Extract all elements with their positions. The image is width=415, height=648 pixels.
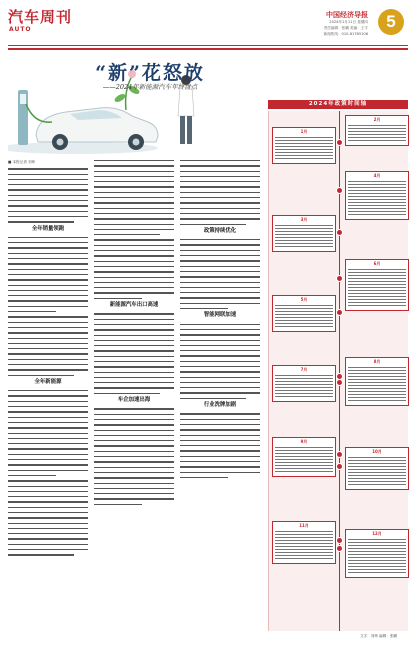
- article-column-2: [94, 160, 174, 509]
- timeline-entry: [345, 259, 409, 311]
- timeline-entry: [272, 437, 336, 477]
- timeline-dot: [336, 373, 343, 380]
- issue-date: 2024年1月11日 星期四: [329, 20, 368, 24]
- timeline-dot: [336, 463, 343, 470]
- news-hotline: 新闻热线：010-81785106: [323, 32, 368, 36]
- article-byline: ■ 本报记者 刘炜: [8, 160, 36, 164]
- timeline-entry: [272, 295, 336, 332]
- article-subheading: 车企加速出海: [117, 397, 151, 404]
- timeline-entry: [345, 357, 409, 406]
- timeline-entry-month: 8月: [373, 359, 381, 364]
- section-title: 汽车周刊: [8, 8, 73, 26]
- page-number-badge: 5: [378, 9, 404, 35]
- lead-subhead: ——2024年新能源汽车年终盘点: [102, 83, 198, 91]
- section-english-label: AUTO: [9, 26, 32, 33]
- timeline-dot: [336, 229, 343, 236]
- timeline-entry: [345, 529, 409, 578]
- timeline-entry: [272, 127, 336, 164]
- timeline-dot: [336, 451, 343, 458]
- article-subheading: 全年新能源: [34, 378, 62, 385]
- timeline-entry-month: 5月: [300, 297, 308, 302]
- lead-headline: “新”花怒放: [95, 62, 205, 84]
- timeline-dot: [336, 545, 343, 552]
- article-subheading: 政策持续优化: [203, 227, 237, 234]
- timeline-banner: 2024年政策时间轴: [268, 100, 408, 109]
- timeline-entry-month: 10月: [372, 449, 382, 454]
- article-subheading: 新能源汽车出口高速: [109, 302, 159, 309]
- timeline-entry-month: 1月: [300, 129, 308, 134]
- timeline-entry: [345, 115, 409, 146]
- timeline-dot: [336, 275, 343, 282]
- timeline-dot: [336, 139, 343, 146]
- article-subheading: 行业洗牌加剧: [203, 402, 237, 409]
- timeline-entry: [345, 171, 409, 220]
- article-column-1: [8, 160, 88, 560]
- footer-credit: 文字：刘炜 编辑：张鹏: [360, 634, 398, 638]
- timeline-entry: [272, 215, 336, 252]
- timeline-entry-month: 12月: [372, 531, 382, 536]
- timeline-dot: [336, 379, 343, 386]
- timeline-entry: [272, 521, 336, 564]
- editor-credit: 责任编辑：张鹏 美编：王宇: [323, 26, 368, 30]
- masthead: [8, 6, 408, 46]
- timeline-dot: [336, 537, 343, 544]
- article-column-3: [180, 160, 260, 482]
- policy-timeline: [268, 111, 408, 631]
- article-subheading: 全年销量领跑: [31, 225, 65, 232]
- timeline-entry: [272, 365, 336, 402]
- timeline-entry-month: 6月: [373, 261, 381, 266]
- timeline-entry-month: 3月: [300, 217, 308, 222]
- timeline-entry-month: 9月: [300, 439, 308, 444]
- timeline-dot: [336, 309, 343, 316]
- timeline-entry-month: 7月: [300, 367, 308, 372]
- timeline-entry-month: 11月: [299, 523, 309, 528]
- timeline-entry: [345, 447, 409, 490]
- newspaper-name: 中国经济导报: [326, 10, 368, 19]
- timeline-entry-month: 4月: [373, 173, 381, 178]
- timeline-entry-month: 2月: [373, 117, 381, 122]
- article-subheading: 智能网联加速: [203, 312, 237, 319]
- timeline-dot: [336, 187, 343, 194]
